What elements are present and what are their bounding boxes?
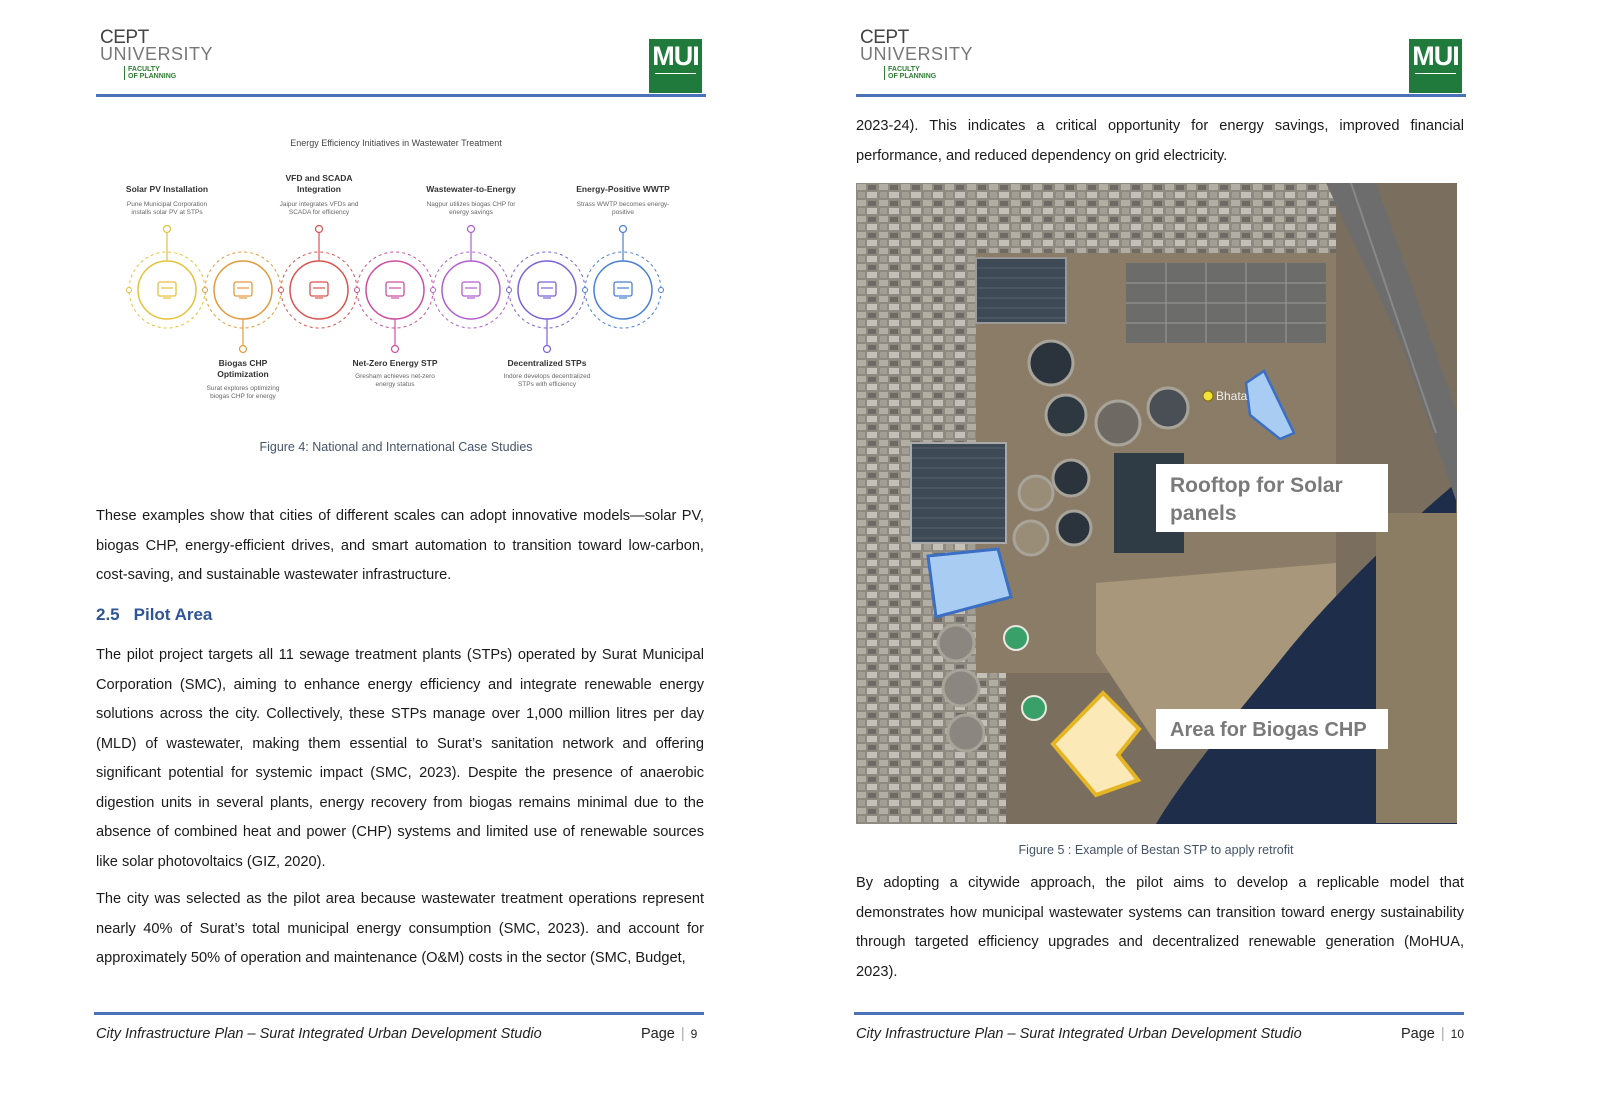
initiative-desc: Strass WWTP becomes energy- [576, 201, 670, 208]
connector-dot [279, 288, 284, 293]
initiative-desc: Surat explores optimizing [206, 385, 280, 392]
solar-label-line2: panels [1170, 502, 1237, 525]
infographic-title: Energy Efficiency Initiatives in Wastewater Treatment [290, 138, 502, 148]
initiative-desc: biogas CHP for energy [210, 393, 276, 400]
initiative-desc: energy status [375, 381, 415, 388]
initiative-desc: Indore develops decentralized [503, 373, 591, 380]
map-tank-block-2 [911, 443, 1006, 543]
initiative-circle [214, 261, 272, 319]
map-east-land [1376, 513, 1457, 823]
mui-logo: MUI [649, 39, 702, 93]
cept-university-logo: CEPT UNIVERSITY FACULTY OF PLANNING [100, 27, 214, 80]
paragraph-citywide: By adopting a citywide approach, the pilot aims to develop a replicable model that demonstrates how municipal wastewater systems can transition toward energy sustainability through targeted efficiency upgrades and decentralized renewable generation (MoHUA, 2023). [856, 875, 1464, 980]
initiative-desc: positive [611, 209, 635, 216]
initiative-title: Biogas CHP [218, 358, 268, 368]
initiative-desc: installs solar PV at STPs [131, 209, 203, 216]
stem-dot [544, 346, 551, 353]
initiative-title: Solar PV Installation [125, 184, 209, 194]
map-pin-icon [1203, 391, 1213, 401]
initiative-title: Integration [297, 184, 341, 194]
footer-title: City Infrastructure Plan – Surat Integrated Urban Development Studio [856, 1026, 1302, 1042]
paragraph-city-selection: The city was selected as the pilot area because wastewater treatment operations represent nearly 40% of Surat’s total municipal energy consumption (SMC, 2023). and account for approximately 50% of operation and maintenance (O&M) costs in the sector (SMC, Budget, [96, 891, 704, 966]
stem-dot [392, 346, 399, 353]
stem-dot [316, 226, 323, 233]
initiative-desc: SCADA for efficiency [288, 209, 350, 216]
header-rule [96, 94, 706, 97]
connector-dot [431, 288, 436, 293]
initiative-circle [518, 261, 576, 319]
footer-title: City Infrastructure Plan – Surat Integrated Urban Development Studio [96, 1026, 542, 1042]
right-page [760, 0, 1560, 1119]
connector-dot [127, 288, 132, 293]
initiative-circle [594, 261, 652, 319]
initiative-circle [290, 261, 348, 319]
solar-label-line1: Rooftop for Solar [1170, 474, 1343, 497]
initiative-title: Optimization [217, 369, 269, 379]
stem-dot [468, 226, 475, 233]
initiative-desc: Jaipur integrates VFDs and [279, 201, 359, 208]
initiative-title: VFD and SCADA [285, 173, 353, 183]
bestan-stp-satellite-map [856, 183, 1457, 824]
connector-dot [659, 288, 664, 293]
initiative-desc: Pune Municipal Corporation [126, 201, 208, 208]
connector-dot [583, 288, 588, 293]
stem-dot [164, 226, 171, 233]
footer-page-number: Page | 9 [641, 1026, 698, 1042]
paragraph-continuation: 2023-24). This indicates a critical opportunity for energy savings, improved financial performance, and reduced dependency on grid electricity. [856, 118, 1464, 164]
paragraph-examples: These examples show that cities of different scales can adopt innovative models—solar PV, biogas CHP, energy-efficient drives, and smart automation to transition toward low-carbon, cost-saving, and sustainable wastewater infrastructure. [96, 508, 704, 583]
connector-dot [355, 288, 360, 293]
stem-dot [620, 226, 627, 233]
map-buildings-north [976, 183, 1336, 253]
initiative-title: Net-Zero Energy STP [352, 358, 438, 368]
map-place-label: Bhata [1216, 389, 1248, 403]
initiative-title: Wastewater-to-Energy [426, 184, 516, 194]
initiative-circle [366, 261, 424, 319]
initiative-title: Decentralized STPs [507, 358, 587, 368]
footer-rule [94, 1012, 704, 1015]
energy-efficiency-infographic [0, 130, 800, 430]
initiative-desc: Nagpur utilizes biogas CHP for [426, 201, 516, 208]
mui-logo: MUI [1409, 39, 1462, 93]
initiative-circle [442, 261, 500, 319]
connector-dot [203, 288, 208, 293]
figure-4-caption: Figure 4: National and International Case Studies [259, 440, 533, 454]
map-tank-block-1 [976, 258, 1066, 323]
header-rule [856, 94, 1466, 97]
initiative-desc: Gresham achieves net-zero [355, 373, 435, 380]
biogas-label: Area for Biogas CHP [1170, 719, 1367, 741]
figure-5-caption: Figure 5 : Example of Bestan STP to apply retrofit [1018, 843, 1294, 857]
paragraph-pilot-project: The pilot project targets all 11 sewage treatment plants (STPs) operated by Surat Municipal Corporation (SMC), aiming to enhance energy efficiency and integrate renewable energy solutions across the city. Collectively, these STPs manage over 1,000 million litres per day (MLD) of wastewater, making them essential to Surat’s sanitation network and offering significant potential for systemic impact (SMC, 2023). Despite the presence of anaerobic digestion units in several plants, energy recovery from biogas remains minimal due to the absence of combined heat and power (CHP) systems and limited use of renewable sources like solar photovoltaics (GIZ, 2020). [96, 647, 704, 870]
section-heading: 2.5 Pilot Area [96, 605, 213, 624]
initiative-desc: energy savings [449, 209, 493, 216]
cept-university-logo: CEPT UNIVERSITY FACULTY OF PLANNING [860, 27, 974, 80]
initiative-circle [138, 261, 196, 319]
connector-dot [507, 288, 512, 293]
stem-dot [240, 346, 247, 353]
footer-page-number: Page | 10 [1401, 1026, 1465, 1042]
initiative-desc: STPs with efficiency [517, 381, 577, 388]
footer-rule [854, 1012, 1464, 1015]
initiative-title: Energy-Positive WWTP [576, 184, 670, 194]
